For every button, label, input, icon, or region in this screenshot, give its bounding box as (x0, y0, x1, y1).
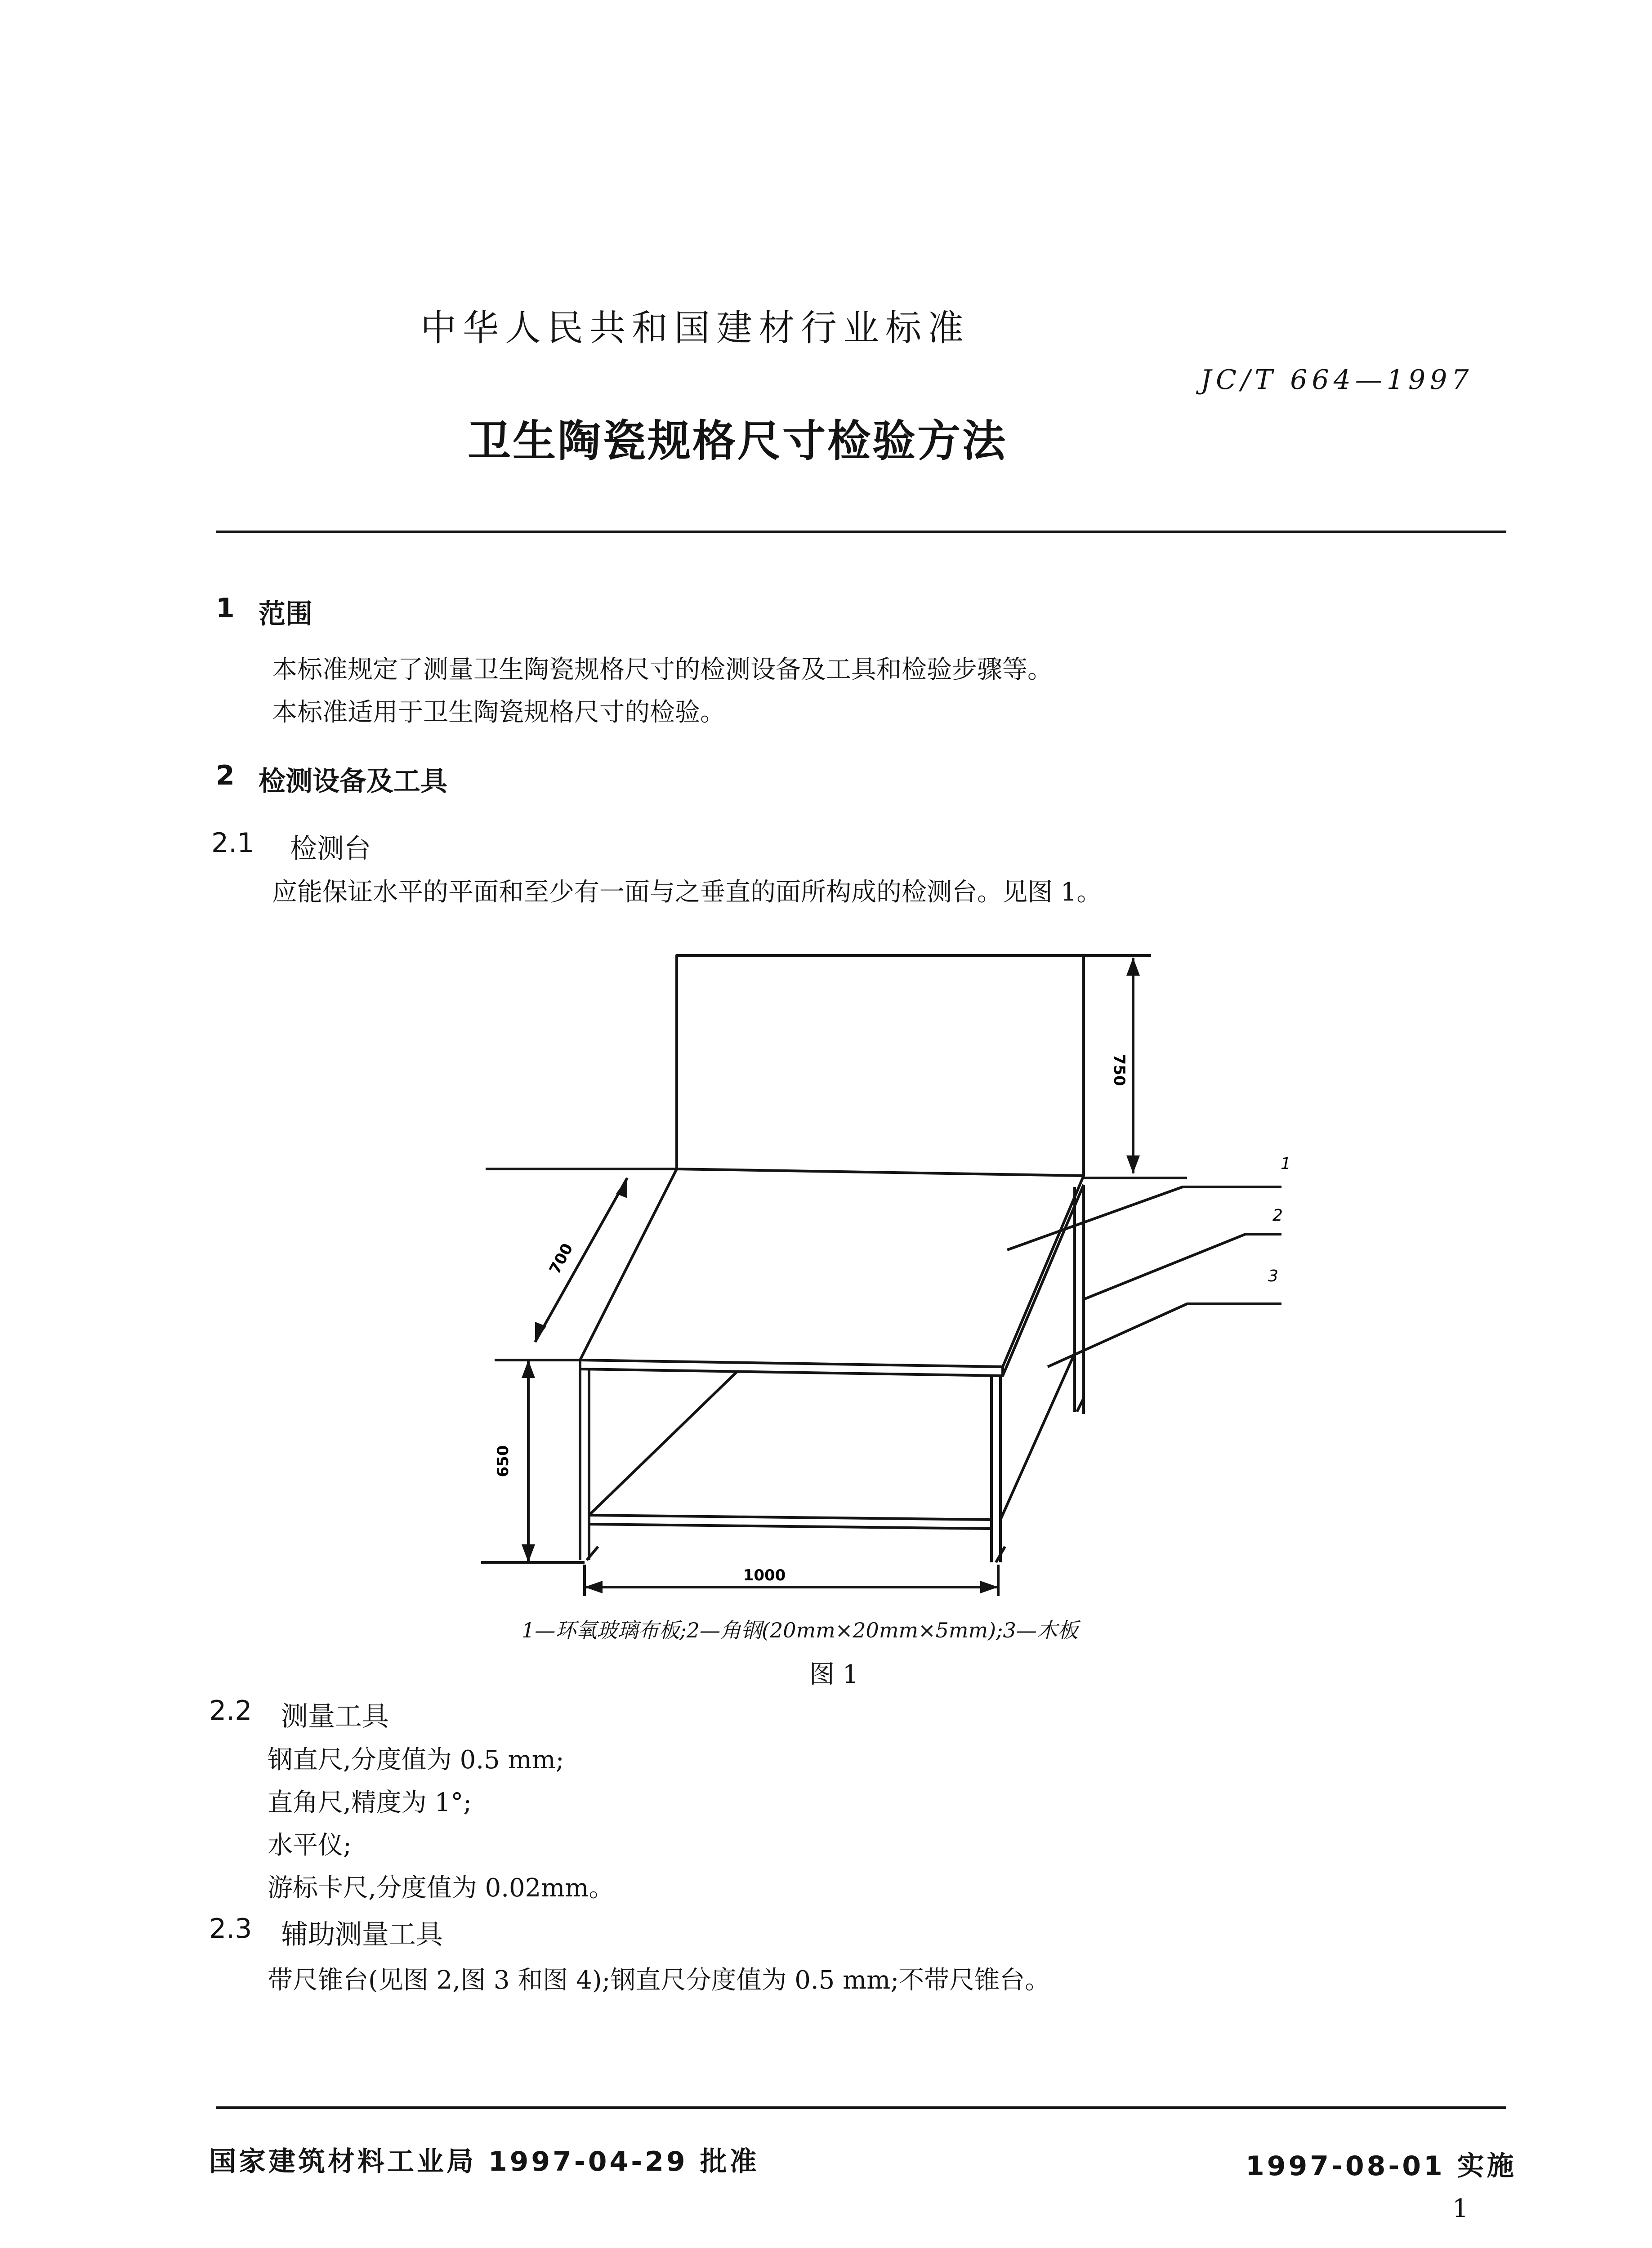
section-2-3-heading: 辅助测量工具 (281, 1919, 443, 1950)
section-1-number: 1 (216, 593, 235, 624)
standard-number: JC/T 664—1997 (1201, 364, 1473, 396)
approval-statement: 国家建筑材料工业局 1997-04-29 批准 (209, 2146, 759, 2177)
table-top (580, 1169, 1084, 1367)
dim-back-height-label: 750 (1110, 1054, 1128, 1086)
section-2-2-number: 2.2 (209, 1695, 252, 1726)
section-2-number: 2 (216, 760, 235, 791)
figure-1-inspection-table (450, 935, 1304, 1619)
measuring-tool-item: 游标卡尺,分度值为 0.02mm。 (268, 1873, 614, 1903)
section-2-heading: 检测设备及工具 (259, 766, 447, 797)
org-title: 中华人民共和国建材行业标准 (420, 307, 970, 349)
callout-3: 3 (1268, 1267, 1278, 1285)
figure-1-label: 图 1 (809, 1660, 859, 1689)
section-2-1-number: 2.1 (211, 827, 254, 859)
dim-width-label: 1000 (743, 1566, 786, 1584)
section-2-2-heading: 测量工具 (281, 1701, 389, 1732)
section-2-1-paragraph: 应能保证水平的平面和至少有一面与之垂直的面所构成的检测台。见图 1。 (272, 878, 1102, 907)
section-2-3-number: 2.3 (209, 1913, 252, 1945)
measuring-tool-item: 直角尺,精度为 1°; (268, 1788, 472, 1817)
header-rule (216, 531, 1506, 533)
doc-title: 卫生陶瓷规格尺寸检验方法 (468, 416, 1007, 466)
section-1-paragraph-2: 本标准适用于卫生陶瓷规格尺寸的检验。 (272, 698, 725, 727)
section-1-heading: 范围 (259, 598, 313, 630)
measuring-tool-item: 钢直尺,分度值为 0.5 mm; (268, 1745, 564, 1775)
callout-1: 1 (1281, 1155, 1291, 1173)
measuring-tool-item: 水平仪; (268, 1831, 352, 1860)
dim-depth-label: 700 (545, 1240, 577, 1277)
section-1-paragraph-1: 本标准规定了测量卫生陶瓷规格尺寸的检测设备及工具和检验步骤等。 (272, 655, 1053, 684)
section-2-1-heading: 检测台 (290, 833, 371, 865)
page-number: 1 (1452, 2194, 1469, 2223)
footer-rule (216, 2106, 1506, 2109)
dim-height-label: 650 (494, 1445, 512, 1477)
section-2-3-paragraph: 带尺锥台(见图 2,图 3 和图 4);钢直尺分度值为 0.5 mm;不带尺锥台。 (268, 1966, 1050, 1995)
figure-1-caption: 1—环氧玻璃布板;2—角钢(20mm×20mm×5mm);3—木板 (522, 1618, 1078, 1642)
back-panel (677, 955, 1084, 1176)
effective-date: 1997-08-01 实施 (1246, 2150, 1517, 2182)
callout-2: 2 (1272, 1206, 1283, 1225)
